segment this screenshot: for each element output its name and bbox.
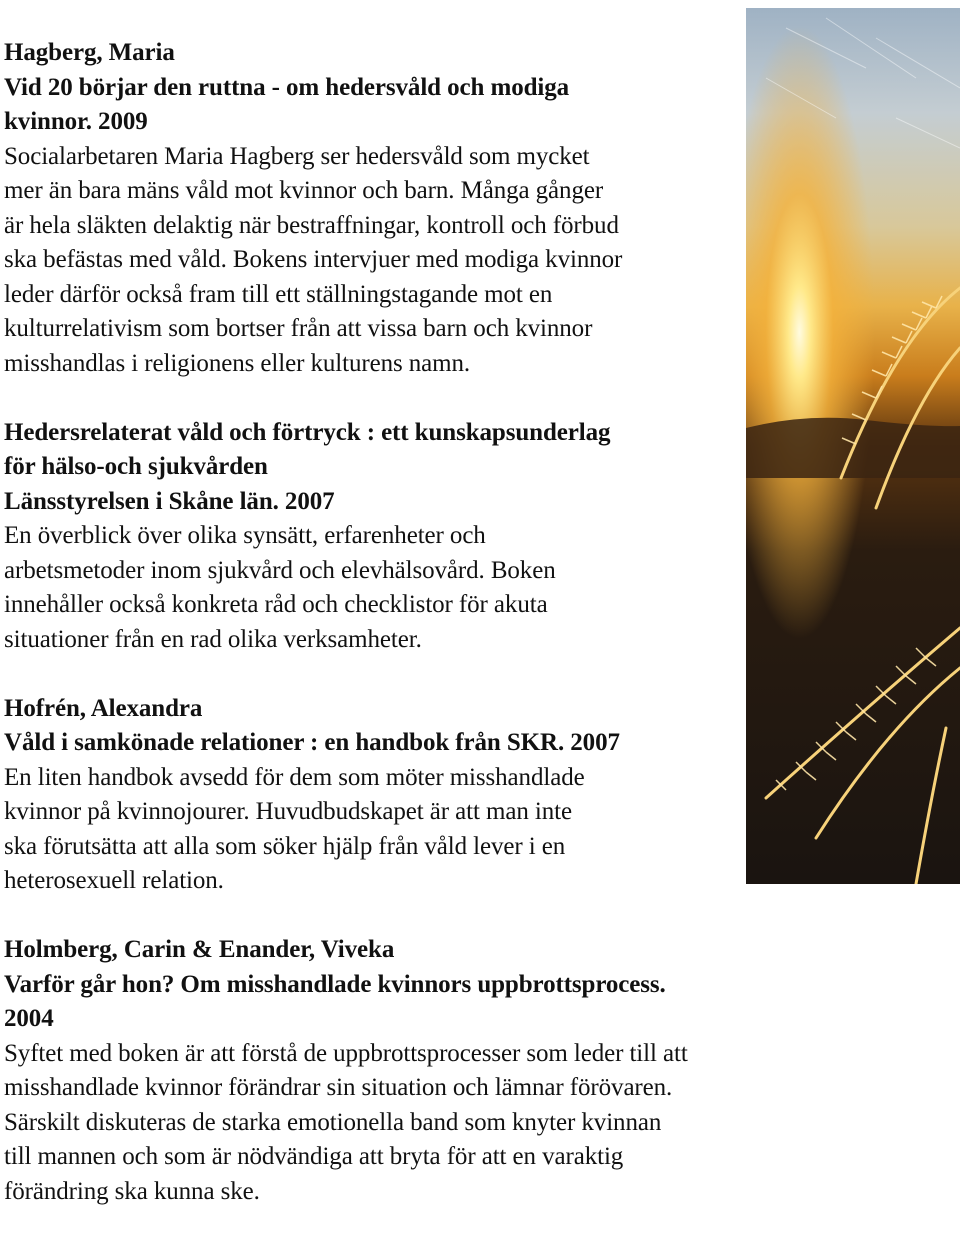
book-description-line: innehåller också konkreta råd och checklistor för akuta xyxy=(4,591,548,618)
book-description-line: heterosexuell relation. xyxy=(4,867,224,894)
book-title-line: Vid 20 börjar den ruttna - om hedersvåld och modiga xyxy=(4,73,570,101)
book-entry-holmberg xyxy=(4,933,824,1209)
book-entry-lansstyrelsen xyxy=(4,416,824,658)
book-title-line: Varför går hon? Om misshandlade kvinnors uppbrottsprocess. xyxy=(4,970,666,998)
book-author: Hagberg, Maria xyxy=(4,39,175,66)
book-entry-hagberg xyxy=(4,36,824,381)
book-description-line: till mannen och som är nödvändiga att bryta för att en varaktig xyxy=(4,1143,624,1170)
book-title-line: kvinnor. 2009 xyxy=(4,108,148,135)
book-description-line: kvinnor på kvinnojourer. Huvudbudskapet är att man inte xyxy=(4,798,572,825)
book-description-line: Syftet med boken är att förstå de uppbrottsprocesser som leder till att xyxy=(4,1039,688,1067)
book-description-line: misshandlas i religionens eller kulturens namn. xyxy=(4,349,471,377)
book-list xyxy=(4,36,824,1244)
book-title-line: Hedersrelaterat våld och förtryck : ett kunskapsunderlag xyxy=(4,418,611,446)
book-description-line: kulturrelativism som bortser från att vissa barn och kvinnor xyxy=(4,315,593,342)
book-description-line: misshandlade kvinnor förändrar sin situation och lämnar förövaren. xyxy=(4,1074,673,1101)
book-description-line: situationer från en rad olika verksamheter. xyxy=(4,625,422,653)
book-title-line: 2004 xyxy=(4,1005,54,1032)
book-description-line: är hela släkten delaktig när bestraffningar, kontroll och förbud xyxy=(4,211,619,239)
book-description-line: En liten handbok avsedd för dem som möter misshandlade xyxy=(4,763,585,791)
book-description-line: mer än bara mäns våld mot kvinnor och barn. Många gånger xyxy=(4,177,604,204)
book-description-line: leder därför också fram till ett ställningstagande mot en xyxy=(4,280,553,308)
book-title-line: Våld i samkönade relationer : en handbok från SKR. 2007 xyxy=(4,729,620,756)
book-description-line: Särskilt diskuteras de starka emotionella band som knyter kvinnan xyxy=(4,1108,662,1136)
book-description-line: förändring ska kunna ske. xyxy=(4,1177,260,1205)
book-description-line: ska befästas med våld. Bokens intervjuer med modiga kvinnor xyxy=(4,246,623,273)
book-author: Hofrén, Alexandra xyxy=(4,694,203,722)
book-description-line: Socialarbetaren Maria Hagberg ser hedersvåld som mycket xyxy=(4,142,590,170)
book-description-line: En överblick över olika synsätt, erfarenheter och xyxy=(4,522,486,549)
book-description-line: arbetsmetoder inom sjukvård och elevhälsovård. Boken xyxy=(4,556,556,584)
book-description-line: ska förutsätta att alla som söker hjälp från våld lever i en xyxy=(4,832,566,860)
book-title-line: för hälso-och sjukvården xyxy=(4,453,268,480)
book-entry-hofren xyxy=(4,692,824,899)
book-publisher-line: Länsstyrelsen i Skåne län. 2007 xyxy=(4,487,335,515)
book-author: Holmberg, Carin & Enander, Viveka xyxy=(4,936,395,963)
